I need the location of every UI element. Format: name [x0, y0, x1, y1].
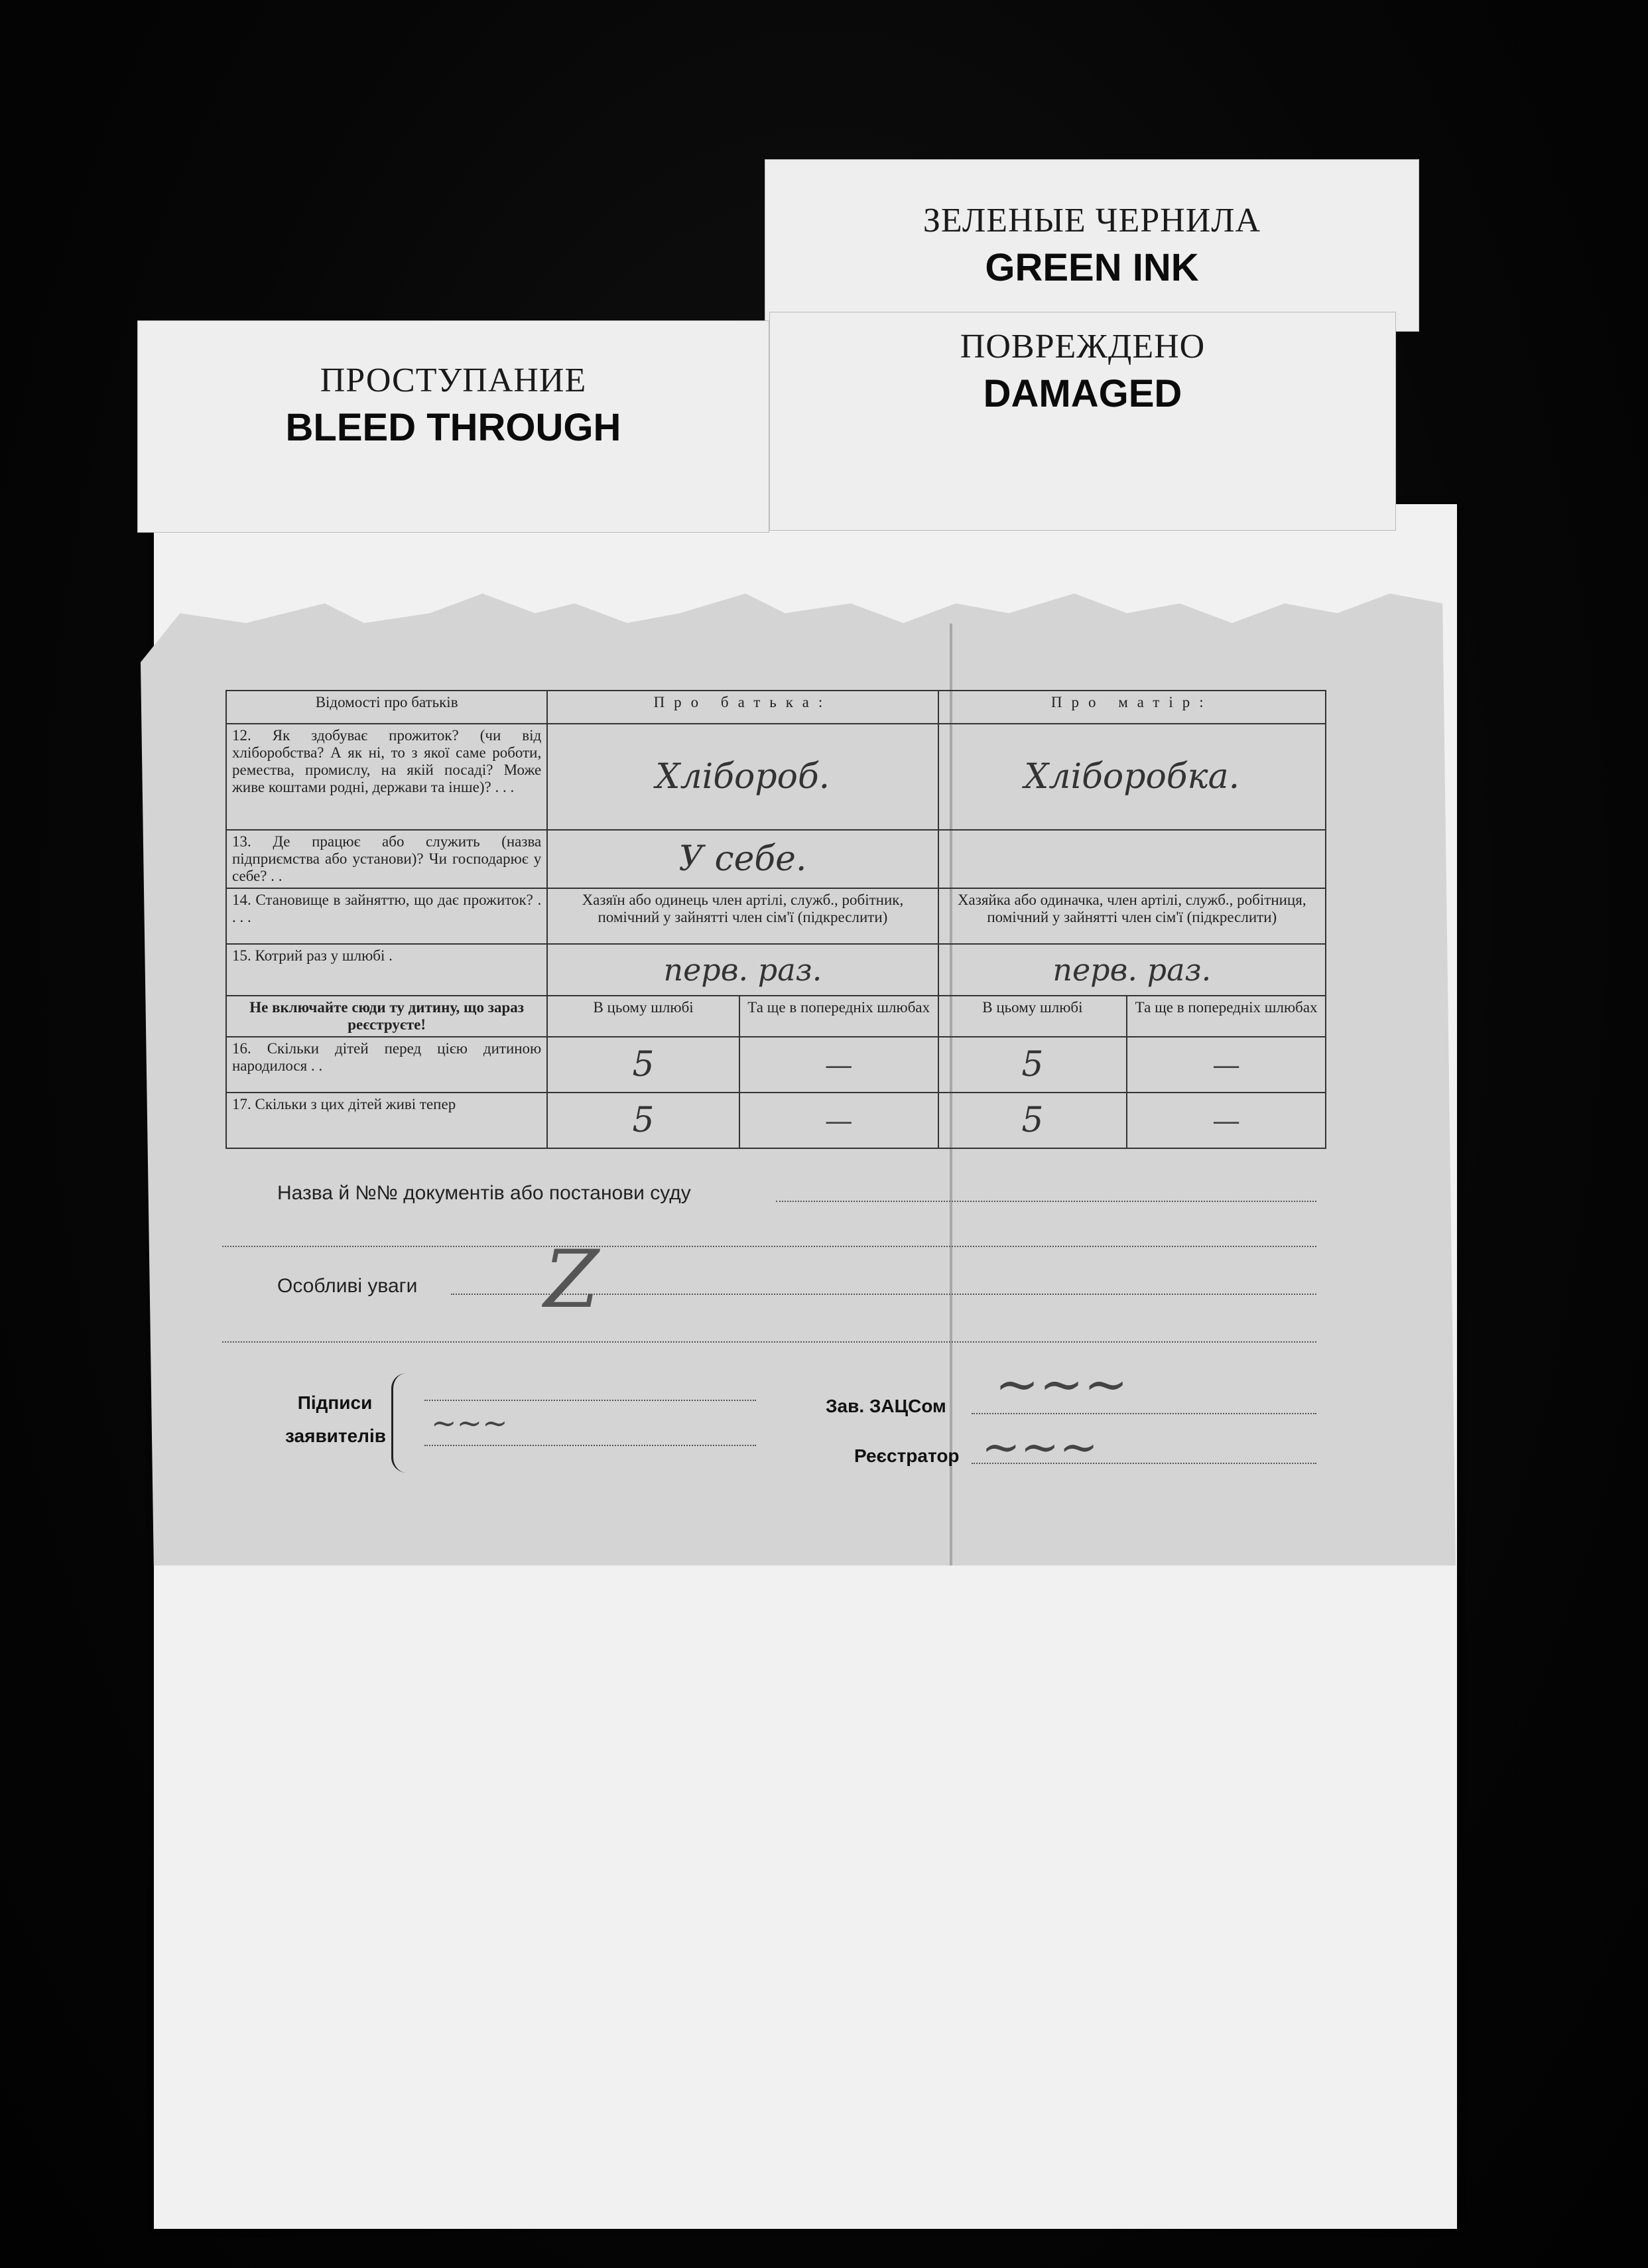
mother-options-14: Хазяйка або одиначка, член артілі, служб., робітниця, помічний у зайнятті член сім'ї (підкреслити) [938, 888, 1326, 944]
green-ink-label-ru: ЗЕЛЕНЫЕ ЧЕРНИЛА [922, 202, 1261, 239]
documents-line-1 [776, 1201, 1316, 1202]
mother-answer-13 [938, 830, 1326, 888]
documents-line-2 [222, 1246, 1316, 1247]
question-12: 12. Як здобуває прожиток? (чи від хліборобства? А як ні, то з якої саме роботи, ремества, промислу, на якій посаді? Може живе коштами родні, держави та інше)? . . . [226, 724, 547, 830]
mother-answer-12: Хліборобка. [938, 724, 1326, 830]
applicant-signature-scrawl: ~~~ [431, 1405, 508, 1441]
table-row [226, 830, 1326, 888]
mother-answer-15: перв. раз. [938, 944, 1326, 996]
green-ink-label-card [765, 159, 1419, 332]
father-children-alive-prev: — [739, 1093, 938, 1148]
father-children-alive-this: 5 [547, 1093, 739, 1148]
mother-children-alive-this: 5 [938, 1093, 1127, 1148]
children-header-row [226, 996, 1326, 1037]
bleed-through-label-en: BLEED THROUGH [285, 406, 621, 449]
signatures-label-line2: заявителів [285, 1426, 386, 1446]
mother-children-alive-prev: — [1127, 1093, 1326, 1148]
question-17: 17. Скільки з цих дітей живі тепер [226, 1093, 547, 1148]
green-ink-label-en: GREEN INK [985, 246, 1199, 289]
header-mother: Про матір: [938, 691, 1326, 724]
notes-line-2 [222, 1341, 1316, 1343]
damaged-label-en: DAMAGED [983, 372, 1182, 415]
table-row [226, 1037, 1326, 1093]
mother-children-born-this: 5 [938, 1037, 1127, 1093]
question-13: 13. Де працює або служить (назва підприємства або установи)? Чи господарює у себе? . . [226, 830, 547, 888]
table-header-row [226, 691, 1326, 724]
question-16: 16. Скільки дітей перед цією дитиною народилося . . [226, 1037, 547, 1093]
mother-this-marriage-header: В цьому шлюбі [938, 996, 1127, 1037]
father-children-born-prev: — [739, 1037, 938, 1093]
notes-label: Особливі уваги [277, 1275, 418, 1297]
father-options-14: Хазяїн або одинець член артілі, служб., робітник, помічний у зайнятті член сім'ї (підкреслити) [547, 888, 938, 944]
mother-prev-marriages-header: Та ще в попередніх шлюбах [1127, 996, 1326, 1037]
mother-children-born-prev: — [1127, 1037, 1326, 1093]
parents-info-table [225, 690, 1326, 1149]
father-answer-12: Хлібороб. [547, 724, 938, 830]
signatures-label-line1: Підписи [297, 1392, 373, 1413]
father-this-marriage-header: В цьому шлюбі [547, 996, 739, 1037]
signature-line-1 [424, 1400, 756, 1401]
table-row [226, 944, 1326, 996]
children-note: Не включайте сюди ту дитину, що зараз реєструєте! [226, 996, 547, 1037]
notes-line-1 [451, 1294, 1316, 1295]
father-prev-marriages-header: Та ще в попередніх шлюбах [739, 996, 938, 1037]
registrar-label: Реєстратор [854, 1445, 960, 1466]
table-row [226, 724, 1326, 830]
head-signature-scrawl: ~~~ [995, 1353, 1129, 1415]
question-14: 14. Становище в зайняттю, що дає прожиток? . . . . [226, 888, 547, 944]
head-registry-label: Зав. ЗАЦСом [826, 1396, 946, 1416]
documents-label: Назва й №№ документів або постанови суду [277, 1182, 691, 1204]
header-father: Про батька: [547, 691, 938, 724]
signature-brace [391, 1373, 407, 1473]
bleed-through-label-card [137, 320, 769, 533]
registrar-signature-scrawl: ~~~ [982, 1420, 1098, 1474]
damaged-label-card [769, 312, 1396, 531]
father-answer-13: У себе. [547, 830, 938, 888]
table-row [226, 1093, 1326, 1148]
notes-handwritten-mark: Z [544, 1234, 600, 1326]
father-answer-15: перв. раз. [547, 944, 938, 996]
signature-line-2 [424, 1445, 756, 1446]
father-children-born-this: 5 [547, 1037, 739, 1093]
question-15: 15. Котрий раз у шлюбі . [226, 944, 547, 996]
table-row [226, 888, 1326, 944]
header-parents-info: Відомості про батьків [226, 691, 547, 724]
bleed-through-label-ru: ПРОСТУПАНИЕ [320, 362, 587, 399]
damaged-label-ru: ПОВРЕЖДЕНО [960, 328, 1206, 366]
applicants-signatures-label [285, 1386, 385, 1453]
